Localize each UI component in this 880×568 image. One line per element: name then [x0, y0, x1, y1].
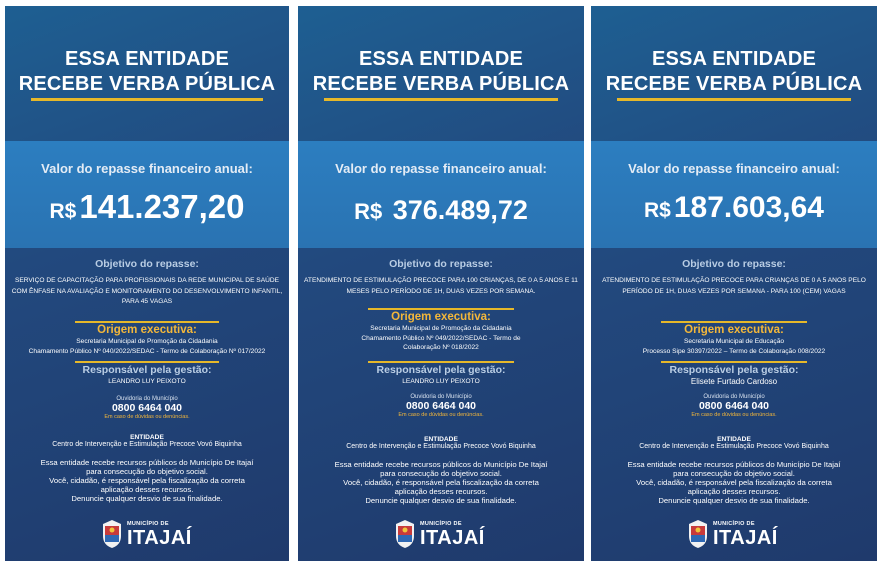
divider — [368, 308, 514, 310]
header-underline — [31, 98, 263, 101]
divider — [661, 361, 807, 363]
poster-3 — [591, 6, 877, 561]
poster-header — [591, 6, 877, 141]
info-paragraph — [35, 458, 259, 503]
objetivo-text: ATENDIMENTO DE ESTIMULAÇÃO PRECOCE PARA 100 CRIANÇAS, DE 0 A 5 ANOS E 11 MESES PELO PERÍODO DE 1H, DUAS VEZES POR SEMANA. — [304, 277, 578, 295]
amount-number: 141.237,20 — [79, 188, 245, 225]
responsavel-title: Responsável pela gestão: — [82, 364, 212, 376]
responsavel-name: LEANDRO LUY PEIXOTO — [402, 378, 480, 385]
valor-label: Valor do repasse financeiro anual: — [41, 161, 253, 176]
info-paragraph — [621, 460, 847, 505]
responsavel-section — [597, 364, 871, 386]
origem-section — [11, 324, 283, 356]
amount-band — [591, 141, 877, 248]
entidade-section — [304, 436, 578, 450]
origem-line-2: Chamamento Público Nº 049/2022/SEDAC - Termo de Colaboração Nº 018/2022 — [361, 335, 521, 351]
responsavel-section — [11, 364, 283, 386]
poster-header — [5, 6, 289, 141]
origem-section — [304, 311, 578, 352]
itajai-logo — [5, 519, 289, 553]
objetivo-title: Objetivo do repasse: — [95, 258, 199, 270]
ouvidoria-phone: 0800 6464 040 — [111, 402, 183, 414]
amount-value — [591, 191, 877, 225]
header-line-2: RECEBE VERBA PÚBLICA — [312, 73, 570, 95]
header-line-2: RECEBE VERBA PÚBLICA — [18, 73, 276, 95]
amount-value — [298, 195, 584, 226]
origem-line-1: Secretaria Municipal de Educação — [683, 338, 785, 345]
valor-label: Valor do repasse financeiro anual: — [628, 161, 840, 176]
header-line-1: ESSA ENTIDADE — [651, 48, 817, 70]
itajai-logo — [591, 519, 877, 553]
ouvidoria-warning: Em caso de dúvidas ou denúncias. — [104, 414, 190, 420]
origem-line-2: Processo Sipe 30397/2022 – Termo de Colaboração 008/2022 — [642, 348, 826, 355]
ouvidoria-label: Ouvidoria do Município — [410, 394, 472, 400]
info-line-1: Essa entidade recebe recursos públicos do Município De Itajaí para consecução do objetivo social. — [627, 460, 841, 478]
ouvidoria-section — [304, 394, 578, 418]
info-line-1: Essa entidade recebe recursos públicos do Município De Itajaí para consecução do objetivo social. — [334, 460, 548, 478]
poster-body — [591, 250, 877, 561]
ouvidoria-phone: 0800 6464 040 — [698, 400, 770, 412]
currency-symbol: R$ — [354, 199, 383, 224]
entidade-name: Centro de Intervenção e Estimulação Precoce Vovó Biquinha — [346, 443, 536, 450]
amount-value — [5, 188, 289, 226]
ouvidoria-phone: 0800 6464 040 — [405, 400, 477, 412]
currency-symbol: R$ — [643, 199, 671, 222]
entidade-section — [597, 436, 871, 450]
brand-big: ITAJAÍ — [713, 527, 778, 549]
brand-small: MUNICÍPIO DE — [420, 521, 462, 527]
responsavel-section — [304, 364, 578, 386]
info-line-3: Denuncie qualquer desvio de sua finalidade. — [658, 496, 810, 505]
header-line-1: ESSA ENTIDADE — [358, 48, 524, 70]
ouvidoria-section — [11, 396, 283, 420]
crest-icon — [101, 519, 123, 549]
entidade-name: Centro de Intervenção e Estimulação Precoce Vovó Biquinha — [52, 441, 242, 448]
brand-text — [713, 521, 778, 549]
header-underline — [617, 98, 851, 101]
itajai-logo — [298, 519, 584, 553]
brand-text — [127, 521, 192, 549]
entidade-section — [11, 434, 283, 448]
objetivo-title: Objetivo do repasse: — [389, 258, 493, 270]
crest-icon — [394, 519, 416, 549]
ouvidoria-warning: Em caso de dúvidas ou denúncias. — [691, 412, 777, 418]
poster-2 — [298, 6, 584, 561]
info-paragraph — [328, 460, 554, 505]
objetivo-section — [597, 258, 871, 297]
objetivo-section — [304, 258, 578, 297]
poster-body — [298, 250, 584, 561]
ouvidoria-section — [597, 394, 871, 418]
responsavel-title: Responsável pela gestão: — [669, 364, 799, 376]
responsavel-name: Elisete Furtado Cardoso — [690, 377, 778, 386]
brand-big: ITAJAÍ — [420, 527, 485, 549]
header-line-1: ESSA ENTIDADE — [64, 48, 230, 70]
divider — [75, 361, 219, 363]
info-line-1: Essa entidade recebe recursos públicos do Município De Itajaí para consecução do objetivo social. — [40, 458, 254, 476]
responsavel-title: Responsável pela gestão: — [376, 364, 506, 376]
divider — [368, 361, 514, 363]
brand-small: MUNICÍPIO DE — [127, 521, 169, 527]
header-line-2: RECEBE VERBA PÚBLICA — [605, 73, 863, 95]
crest-icon — [687, 519, 709, 549]
amount-band — [298, 141, 584, 248]
amount-number: 187.603,64 — [673, 191, 824, 224]
amount-band — [5, 141, 289, 248]
objetivo-text: SERVIÇO DE CAPACITAÇÃO PARA PROFISSIONAIS DA REDE MUNICIPAL DE SAÚDE COM ÊNFASE NA AVALIAÇÃO E MONITORAMENTO DO DESENVOLVIMENTO INFANTIL, PARA 45 VAGAS — [11, 277, 283, 305]
responsavel-name: LEANDRO LUY PEIXOTO — [108, 378, 186, 385]
ouvidoria-warning: Em caso de dúvidas ou denúncias. — [398, 412, 484, 418]
brand-big: ITAJAÍ — [127, 527, 192, 549]
brand-text — [420, 521, 485, 549]
info-line-2: Você, cidadão, é responsável pela fiscalização da correta aplicação desses recursos. — [343, 478, 539, 496]
objetivo-section — [11, 258, 283, 308]
entidade-title: ENTIDADE — [717, 436, 751, 443]
amount-number: 376.489,72 — [392, 195, 528, 225]
info-line-3: Denuncie qualquer desvio de sua finalidade. — [71, 494, 223, 503]
entidade-title: ENTIDADE — [130, 434, 164, 441]
header-underline — [324, 98, 558, 101]
origem-line-1: Secretaria Municipal de Promoção da Cidadania — [76, 338, 218, 345]
valor-label: Valor do repasse financeiro anual: — [335, 161, 547, 176]
divider — [661, 321, 807, 323]
ouvidoria-label: Ouvidoria do Município — [116, 396, 178, 402]
origem-title: Origem executiva: — [97, 324, 197, 336]
divider — [75, 321, 219, 323]
ouvidoria-label: Ouvidoria do Município — [703, 394, 765, 400]
origem-title: Origem executiva: — [684, 324, 784, 336]
entidade-name: Centro de Intervenção e Estimulação Precoce Vovó Biquinha — [639, 443, 829, 450]
info-line-2: Você, cidadão, é responsável pela fiscalização da correta aplicação desses recursos. — [636, 478, 832, 496]
info-line-3: Denuncie qualquer desvio de sua finalidade. — [365, 496, 517, 505]
poster-1 — [5, 6, 289, 561]
origem-section — [597, 324, 871, 356]
info-line-2: Você, cidadão, é responsável pela fiscalização da correta aplicação desses recursos. — [49, 476, 245, 494]
poster-body — [5, 250, 289, 561]
currency-symbol: R$ — [49, 200, 77, 223]
entidade-title: ENTIDADE — [424, 436, 458, 443]
origem-line-1: Secretaria Municipal de Promoção da Cidadania — [370, 325, 512, 332]
origem-line-2: Chamamento Público Nº 040/2022/SEDAC - Termo de Colaboração Nº 017/2022 — [28, 348, 266, 355]
objetivo-title: Objetivo do repasse: — [682, 258, 786, 270]
objetivo-text: ATENDIMENTO DE ESTIMULAÇÃO PRECOCE PARA CRIANÇAS DE 0 A 5 ANOS PELO PERÍODO DE 1H, DUAS VEZES POR SEMANA - PARA 100 (CEM) VAGAS — [602, 277, 866, 295]
origem-title: Origem executiva: — [391, 311, 491, 323]
brand-small: MUNICÍPIO DE — [713, 521, 755, 527]
poster-header — [298, 6, 584, 141]
